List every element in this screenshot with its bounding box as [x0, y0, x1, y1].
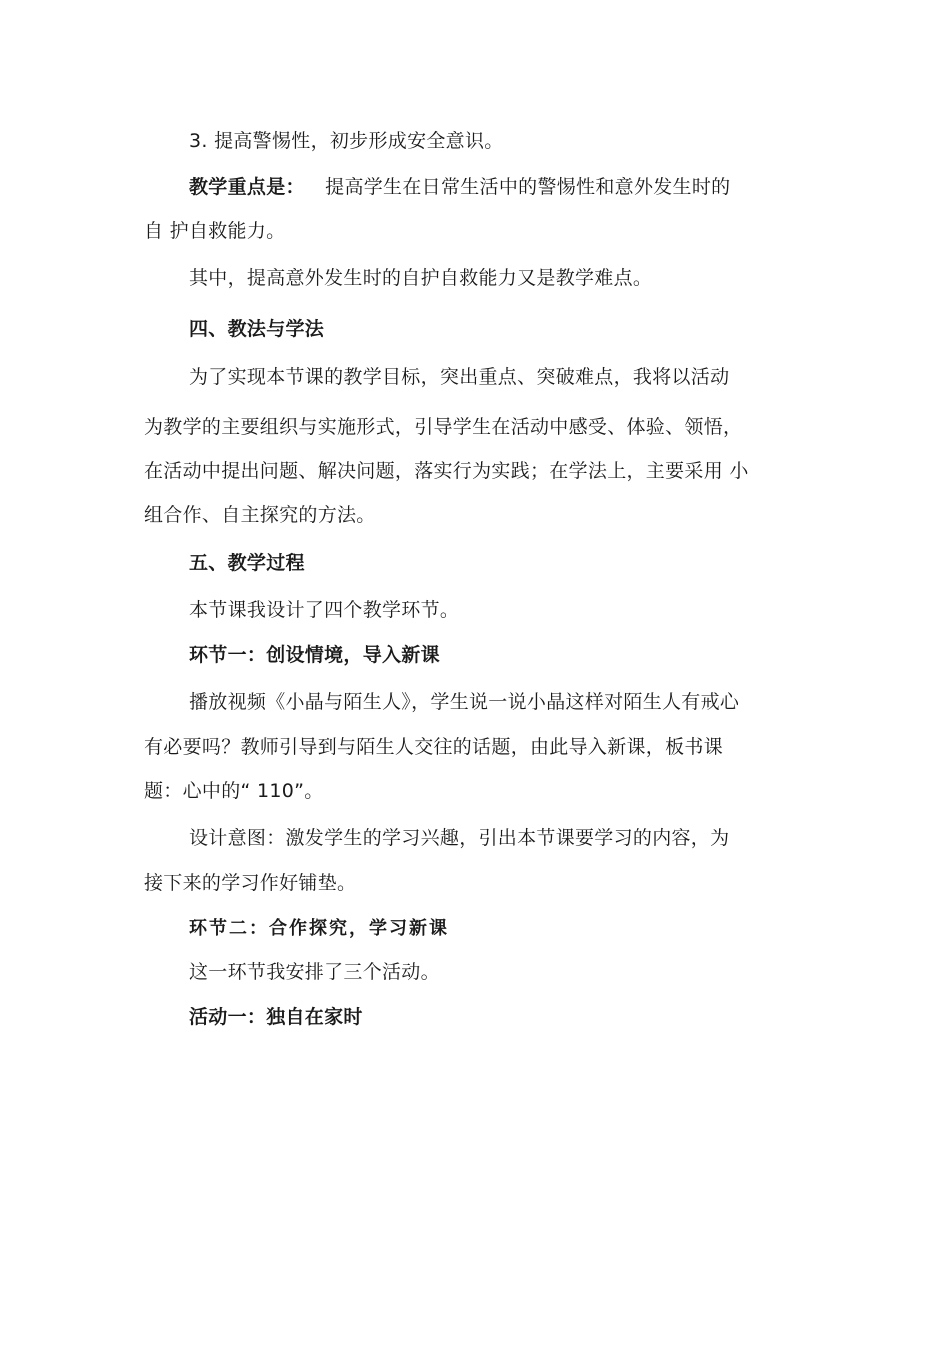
- stage-2-heading: 环节二：合作探究，学习新课: [189, 918, 449, 939]
- methods-para-line-3: 在活动中提出问题、解决问题，落实行为实践；在学法上，主要采用 小: [144, 460, 749, 482]
- goal-3: 3. 提高警惕性，初步形成安全意识。: [189, 130, 504, 152]
- teaching-focus-cont: 自 护自救能力。: [144, 220, 286, 242]
- stage-1-heading: 环节一：创设情境，导入新课: [189, 644, 440, 666]
- teaching-focus-label: 教学重点是：: [189, 176, 305, 198]
- teaching-difficulty: 其中，提高意外发生时的自护自救能力又是教学难点。: [189, 267, 653, 289]
- design-intent-line-1: 设计意图：激发学生的学习兴趣，引出本节课要学习的内容，为: [189, 827, 730, 849]
- teaching-focus: [189, 175, 730, 199]
- stage-1-para-line-1: 播放视频《小晶与陌生人》，学生说一说小晶这样对陌生人有戒心: [189, 691, 740, 713]
- section-heading-4: 四、教法与学法: [189, 318, 325, 340]
- stage-1-para-line-3: 题：心中的“ 110”。: [144, 780, 324, 802]
- methods-para-line-1: 为了实现本节课的教学目标，突出重点、突破难点，我将以活动: [189, 366, 730, 388]
- methods-para-line-4: 组合作、自主探究的方法。: [144, 504, 376, 526]
- design-intent-line-2: 接下来的学习作好铺垫。: [144, 872, 357, 894]
- section-heading-5: 五、教学过程: [189, 552, 305, 574]
- activity-1-heading: 活动一：独自在家时: [189, 1006, 363, 1028]
- stage-1-para-line-2: 有必要吗？教师引导到与陌生人交往的话题，由此导入新课，板书课: [144, 736, 724, 758]
- methods-para-line-2: 为教学的主要组织与实施形式，引导学生在活动中感受、体验、领悟，: [144, 416, 743, 438]
- teaching-focus-text: 提高学生在日常生活中的警惕性和意外发生时的: [325, 176, 731, 198]
- process-intro: 本节课我设计了四个教学环节。: [189, 599, 460, 621]
- stage-2-intro: 这一环节我安排了三个活动。: [189, 961, 440, 983]
